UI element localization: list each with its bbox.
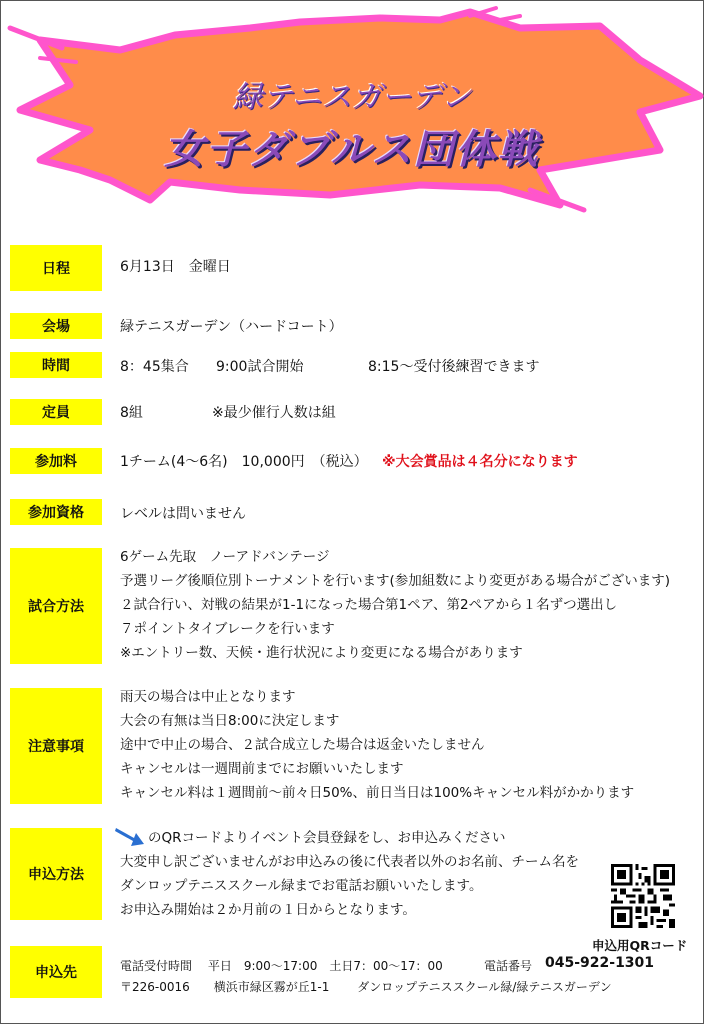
label-format: 試合方法 — [10, 548, 102, 664]
apply-line: 大変申し訳ございませんがお申込みの後に代表者以外のお名前、チーム名を — [120, 854, 579, 870]
header-title-event: 女子ダブルス団体戦 — [164, 127, 540, 173]
apply-line: ダンロップテニススクール緑までお電話お願いいたします。 — [120, 878, 483, 894]
apply-line: のQRコードよりイベント会員登録をし、お申込みください — [148, 830, 506, 846]
label-eligibility: 参加資格 — [10, 499, 102, 525]
contact-phone-label: 電話番号 — [484, 959, 533, 973]
capacity-value: 8組 — [120, 405, 143, 421]
header-title-venue: 緑テニスガーデン — [232, 80, 472, 115]
notes-line: 雨天の場合は中止となります — [120, 689, 296, 705]
eligibility-value: レベルは問いません — [120, 506, 246, 522]
qr-code-icon[interactable] — [611, 864, 675, 928]
notes-line: 途中で中止の場合、２試合成立した場合は返金いたしません — [120, 737, 485, 753]
venue-value: 緑テニスガーデン（ハードコート） — [120, 319, 343, 335]
format-text — [120, 545, 670, 665]
label-time: 時間 — [10, 352, 102, 378]
fee-prize-note: ※大会賞品は４名分になります — [382, 454, 578, 470]
qr-caption: 申込用QRコード — [592, 938, 688, 953]
time-practice: 8:15～受付後練習できます — [368, 359, 540, 375]
label-capacity: 定員 — [10, 399, 102, 425]
contact-phone[interactable]: 045-922-1301 — [545, 955, 655, 971]
capacity-note: ※最少催行人数は組 — [212, 405, 336, 421]
contact-hours: 電話受付時間 平日 9:00～17:00 土日7：00～17：00 — [120, 959, 443, 973]
notes-line: キャンセル料は１週間前～前々日50%、前日当日は100%キャンセル料がかかります — [120, 785, 635, 801]
label-venue: 会場 — [10, 313, 102, 339]
notes-line: キャンセルは一週間前までにお願いいたします — [120, 761, 404, 777]
time-start: 9:00試合開始 — [216, 359, 304, 375]
time-gather: 8：45集合 — [120, 359, 189, 375]
label-fee: 参加料 — [10, 448, 102, 474]
format-line: 6ゲーム先取 ノーアドバンテージ — [120, 549, 330, 565]
format-line: ※エントリー数、天候・進行状況により変更になる場合があります — [120, 645, 523, 661]
date-value: 6月13日 金曜日 — [120, 259, 231, 275]
label-date: 日程 — [10, 245, 102, 291]
format-line: 予選リーグ後順位別トーナメントを行います(参加組数により変更がある場合がございます) — [120, 573, 670, 589]
apply-line: お申込み開始は２か月前の１日からとなります。 — [120, 902, 416, 918]
format-line: ７ポイントタイブレークを行います — [120, 621, 335, 637]
label-contact: 申込先 — [10, 946, 102, 998]
apply-text — [120, 826, 579, 922]
label-apply: 申込方法 — [10, 828, 102, 920]
fee-value: 1チーム(4～6名) 10,000円 （税込） — [120, 454, 368, 470]
notes-line: 大会の有無は当日8:00に決定します — [120, 713, 340, 729]
notes-text — [120, 685, 634, 805]
format-line: ２試合行い、対戦の結果が1-1になった場合第1ペア、第2ペアから１名ずつ選出し — [120, 597, 618, 613]
contact-address: 〒226-0016 横浜市緑区霧が丘1-1 ダンロップテニススクール緑/緑テニスガーデン — [120, 980, 612, 994]
label-notes: 注意事項 — [10, 688, 102, 804]
